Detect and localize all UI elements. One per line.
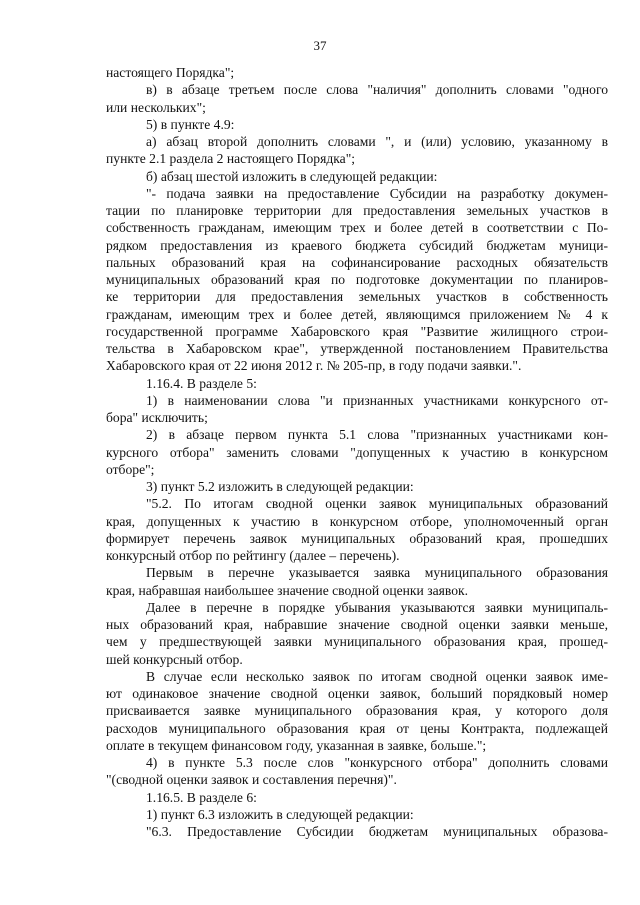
text-line: 1) в наименовании слова "и признанных участниками конкурсного от- (146, 392, 608, 408)
text-line: конкурсный отбор по рейтингу (далее – перечень). (106, 548, 400, 563)
text-line: настоящего Порядка"; (106, 65, 235, 80)
text-line: ке территории для предоставления земельных участков в собственность (106, 289, 608, 305)
text-line: ных образований края, набравшие значение сводной оценки заявки меньше, (106, 617, 608, 632)
text-line: "- подача заявки на предоставление Субсидии на разработку докумен- (146, 185, 608, 201)
text-line: муниципальных образований края по подготовке документации по планиров- (106, 272, 608, 287)
text-line: гражданам, имеющим трех и более детей, являющимся приложением № 4 к (106, 306, 608, 322)
text-line: 4) в пункте 5.3 после слов "конкурсного отбора" дополнить словами (146, 755, 608, 770)
text-line: тельства в Хабаровском крае", утвержденной постановлением Правительства (106, 341, 608, 356)
text-line: "5.2. По итогам сводной оценки заявок муниципальных образований (146, 496, 608, 512)
text-line: курсного отбора" заменить словами "допущенных к участию в конкурсном (106, 444, 608, 460)
text-line: в) в абзаце третьем после слова "наличия" дополнить словами "одного (146, 82, 608, 98)
text-line: В случае если несколько заявок по итогам сводной оценки заявок име- (146, 668, 608, 684)
text-line: Хабаровского края от 22 июня 2012 г. № 205-пр, в году подачи заявки.". (106, 358, 522, 374)
text-line: пункте 2.1 раздела 2 настоящего Порядка"; (106, 151, 356, 167)
text-line: расходов муниципального образования края от цены Контракта, подлежащей (106, 720, 608, 736)
text-line: пальных образований края на софинансирование расходных обязательств (106, 254, 608, 270)
text-line: б) абзац шестой изложить в следующей редакции: (146, 168, 438, 184)
text-line: а) абзац второй дополнить словами ", и (или) условию, указанному в (146, 134, 608, 149)
text-line: Далее в перечне в порядке убывания указываются заявки муниципаль- (146, 599, 608, 615)
text-line: 1.16.5. В разделе 6: (146, 789, 257, 805)
text-line: тации по планировке территории для предоставления земельных участков в (106, 203, 608, 218)
text-line: "(сводной оценки заявок и составления перечня)". (106, 772, 397, 788)
page-number: 37 (313, 38, 327, 53)
text-line: "6.3. Предоставление Субсидии бюджетам муниципальных образова- (146, 824, 608, 839)
text-line: чем у предшествующей заявки муниципального образования края, прошед- (106, 634, 608, 650)
text-line: формирует перечень заявок муниципальных образований края, прошедших (106, 530, 608, 546)
text-line: государственной программе Хабаровского края "Развитие жилищного строи- (106, 323, 608, 339)
text-line: шей конкурсный отбор. (106, 651, 243, 667)
text-line: края, набравшая наибольшее значение сводной оценки заявок. (106, 582, 468, 598)
text-line: 2) в абзаце первом пункта 5.1 слова "признанных участниками кон- (146, 427, 608, 443)
text-line: Первым в перечне указывается заявка муниципального образования (146, 565, 608, 581)
text-line: ют одинаковое значение сводной оценки заявок, больший порядковый номер (106, 686, 608, 701)
text-line: или нескольких"; (106, 99, 206, 115)
text-line: 1) пункт 6.3 изложить в следующей редакции: (146, 806, 414, 822)
text-line: рядком предоставления из краевого бюджета субсидий бюджетам муници- (106, 237, 608, 253)
text-line: отборе"; (106, 461, 155, 477)
text-line: 3) пункт 5.2 изложить в следующей редакции: (146, 479, 414, 494)
text-line: 5) в пункте 4.9: (146, 116, 235, 132)
text-line: края, допущенных к участию в конкурсном отборе, уполномоченный орган (106, 513, 608, 529)
text-line: собственность гражданам, имеющим трех и более детей в соответствии с По- (106, 220, 608, 236)
text-line: бора" исключить; (106, 410, 208, 425)
text-line: 1.16.4. В разделе 5: (146, 375, 257, 391)
text-line: оплате в текущем финансовом году, указанная в заявке, больше."; (106, 737, 487, 753)
text-line: присваивается заявке муниципального образования края, у которого доля (106, 703, 608, 719)
